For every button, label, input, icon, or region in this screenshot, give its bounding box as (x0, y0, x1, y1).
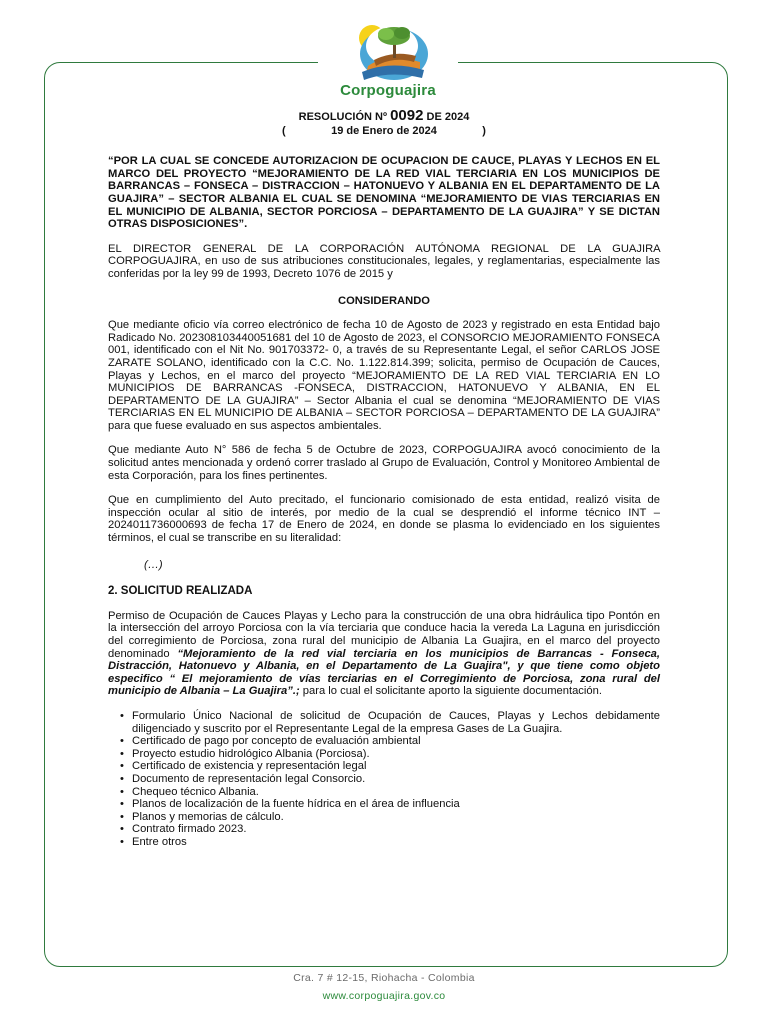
list-item: • Certificado de existencia y representación legal (120, 760, 367, 773)
considerando-heading: CONSIDERANDO (338, 294, 430, 307)
solicitud-project-name: “Mejoramiento de la red vial terciaria en los municipios de Barrancas - Fonseca, Distracción, Hatonuevo y Albania, en el Departamento de La Guajira", y que tiene como objeto especifico “ El mejoramiento de vías terciarias en el Corregimiento de Porciosa, zona rural del municipio de Albania – La Guajira”.; (108, 647, 661, 698)
list-item: • Certificado de pago por concepto de evaluación ambiental (120, 735, 421, 748)
list-item: • Formulario Único Nacional de solicitud de Ocupación de Cauces, Playas y Lechos debidamente diligenciado y suscrito por el Representante Legal de la empresa Gases de La Guajira. (120, 709, 660, 735)
intro-rest: CORPOGUAJIRA, en uso de sus atribuciones constitucionales, legales, y reglamentarias, especialmente las conferidas por la ley 99 de 1993, Decreto 1076 de 2015 y (108, 255, 660, 280)
list-item: • Proyecto estudio hidrológico Albania (Porciosa). (120, 747, 370, 760)
document-body (108, 107, 661, 849)
resolution-suffix: DE 2024 (426, 111, 470, 123)
solicitud-paragraph (108, 610, 660, 698)
paragraph-2: Que mediante Auto N° 586 de fecha 5 de Octubre de 2023, CORPOGUAJIRA avocó conocimiento de la solicitud antes mencionada y ordenó correr traslado al Grupo de Evaluación, Control y Monitoreo Ambiental de esta Corporación, para los fines pertinentes. (108, 444, 660, 482)
corpoguajira-logo (318, 12, 458, 110)
resolution-title (108, 107, 660, 124)
section-heading-solicitud: 2. SOLICITUD REALIZADA (108, 585, 253, 598)
intro-line1: EL DIRECTOR GENERAL DE LA CORPORACIÓN AUTÓNOMA REGIONAL DE LA GUAJIRA (108, 242, 660, 255)
resolution-date: ( 19 de Enero de 2024 ) (282, 124, 486, 137)
brand-name: Corpoguajira (340, 82, 436, 99)
footer-website-link[interactable]: www.corpoguajira.gov.co (322, 990, 446, 1002)
footer-address: Cra. 7 # 12-15, Riohacha - Colombia (293, 972, 475, 984)
resolution-number: 0092 (390, 107, 424, 124)
solicitud-tail: para lo cual el solicitante aporto la siguiente documentación. (302, 685, 602, 698)
list-item: • Planos de localización de la fuente hídrica en el área de influencia (120, 798, 460, 811)
documentation-list (108, 710, 660, 849)
paragraph-3: Que en cumplimiento del Auto precitado, el funcionario comisionado de esta entidad, realizó visita de inspección ocular al sitio de interés, por medio de la cual se desprendió el informe técnico INT – 2024011736000693 de fecha 17 de Enero de 2024, en donde se plasma lo evidenciado en los siguientes términos, el cual se transcribe en su literalidad: (108, 494, 660, 545)
resolution-date-text: 19 de Enero de 2024 (331, 124, 437, 137)
list-item: • Planos y memorias de cálculo. (120, 810, 284, 823)
intro-paragraph (108, 243, 660, 281)
logo-emblem-icon (338, 12, 438, 84)
resolution-prefix: RESOLUCIÓN Nº (298, 111, 388, 123)
resolution-subject: “POR LA CUAL SE CONCEDE AUTORIZACION DE OCUPACION DE CAUCE, PLAYAS Y LECHOS EN EL MARCO DEL PROYECTO “MEJORAMIENTO DE LA RED VIAL TERCIARIA EN LOS MUNICIPIOS DE BARRANCAS – FONSECA – DISTRACCION – HATONUEVO Y ALBANIA EN EL DEPARTAMENTO DE LA GUAJIRA” – SECTOR ALBANIA EL CUAL SE DENOMINA “MEJORAMIENTO DE VIAS TERCIARIAS EN EL MUNICIPIO DE ALBANIA, SECTOR PORCIOSA – DEPARTAMENTO DE LA GUAJIRA” Y SE DICTAN OTRAS DISPOSICIONES”. (108, 155, 660, 231)
list-item: • Entre otros (120, 835, 187, 848)
solicitud-lead: Permiso de Ocupación de Cauces Playas y Lecho para la construcción de una obra hidráulica tipo Pontón en la intersección del arroyo Porciosa con la vía terciaria que conduce hacia la vereda La Laguna en jurisdicción del corregimiento de Porciosa, zona rural del municipio de Albania La Guajira, en el marco del proyecto denominado (108, 609, 660, 660)
transcription-ellipsis: (…) (144, 558, 163, 571)
list-item: • Documento de representación legal Consorcio. (120, 772, 366, 785)
list-item: • Chequeo técnico Albania. (120, 785, 259, 798)
paragraph-1: Que mediante oficio vía correo electrónico de fecha 10 de Agosto de 2023 y registrado en esta Entidad bajo Radicado No. 20230810344005168​1 del 10 de Agosto de 2023, el CONSORCIO MEJORAMIENTO FONSECA 001, identificado con el Nit No. 901703372- 0, a través de su Representante Legal, el señor CARLOS JOSE ZARATE SOLANO, identificado con la C.C. No. 1.122.814.399; solicita, permiso de Ocupación de Cauces, Playas y Lechos, en el marco del proyecto “MEJORAMIENTO DE LA RED VIAL TERCIARIA EN LO MUNICIPIOS DE BARRANCAS -FONSECA, DISTRACCION, HATONUEVO Y ALBANIA, EN EL DEPARTAMENTO DE LA GUAJIRA” – Sector Albania el cual se denomina “MEJORAMIENTO DE VIAS TERCIARIAS EN EL MUNICIPIO DE ALBANIA – SECTOR PORCIOSA – DEPARTAMENTO DE LA GUAJIRA” para que fuese evaluado en sus aspectos ambientales. (108, 319, 660, 432)
list-item: • Contrato firmado 2023. (120, 823, 247, 836)
